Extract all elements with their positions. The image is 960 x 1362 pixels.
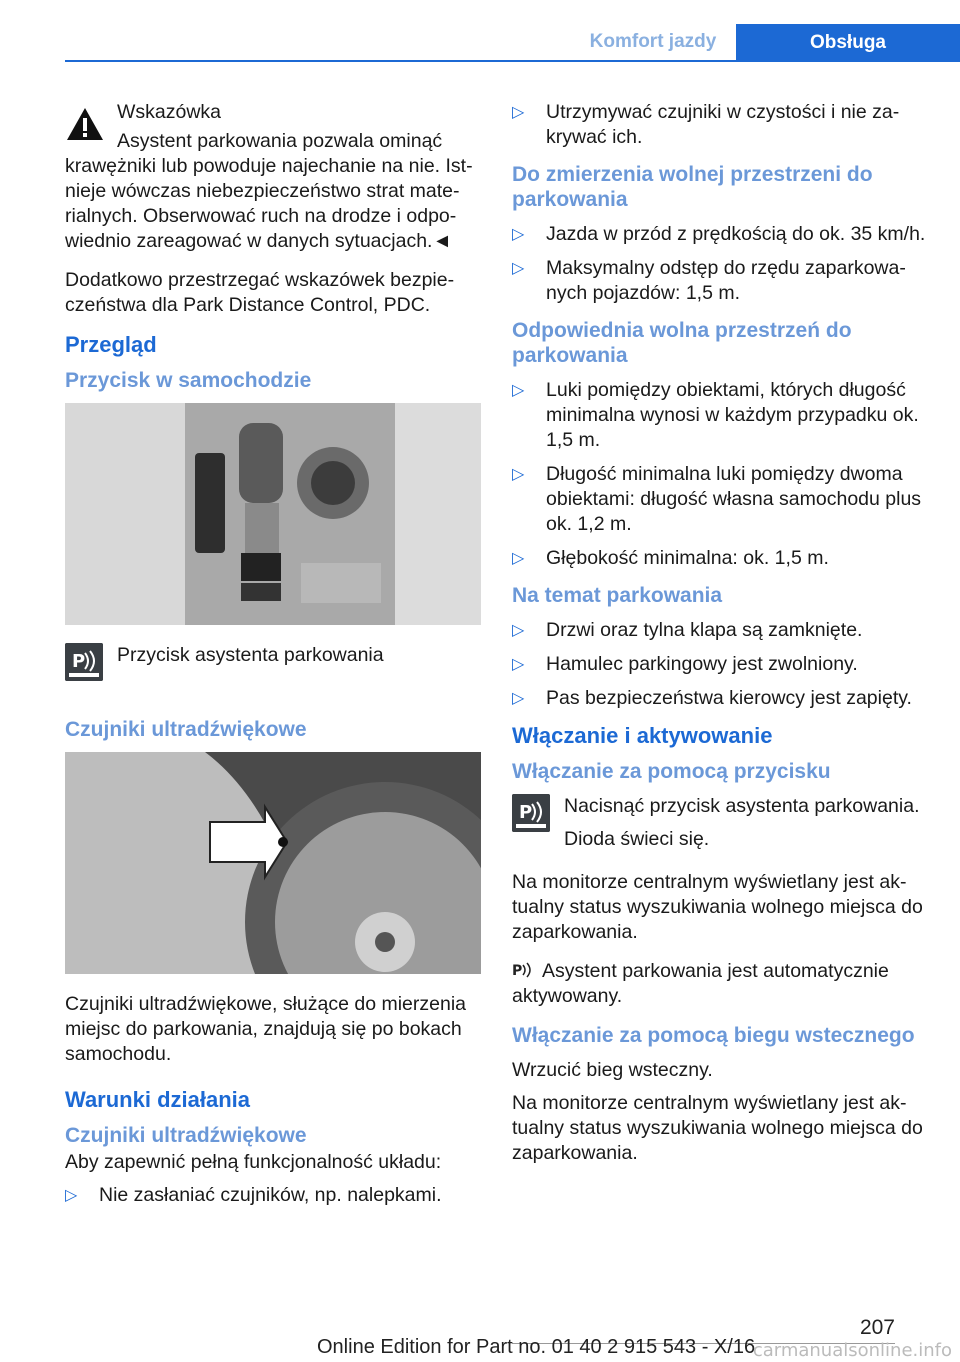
heading-switch-on: Włączanie i aktywowanie	[512, 723, 773, 748]
led-status: Dioda świeci się.	[564, 828, 710, 850]
warning-block	[65, 100, 483, 254]
bullet-icon: ▷	[512, 466, 525, 483]
heading-switch-button: Włączanie za pomocą przycisku	[512, 760, 831, 783]
switch-button-instruction: Nacisnąć przycisk asystenta parkowania.	[564, 795, 920, 817]
sensors-description: Czujniki ultradźwiękowe, służące do mierzenia miejsc do parkowania, znajdują się po bokach samochodu.	[65, 993, 467, 1065]
page-number: 207	[859, 1316, 895, 1339]
svg-text:P: P	[519, 802, 533, 823]
bullet-icon: ▷	[65, 1187, 78, 1204]
bullet-icon: ▷	[512, 550, 525, 567]
list-item: ▷ Jazda w przód z prędkością do ok. 35 km/h.	[512, 223, 926, 245]
conditions-intro: Aby zapewnić pełną funkcjonalność układu:	[65, 1151, 442, 1173]
bullet-icon: ▷	[512, 260, 525, 277]
heading-measure: Do zmierzenia wolnej przestrzeni do parkowania	[512, 163, 873, 211]
bullet-icon: ▷	[512, 622, 525, 639]
space-list	[512, 378, 930, 571]
reverse-instruction: Wrzucić bieg wsteczny.	[512, 1059, 713, 1081]
bullet-icon: ▷	[512, 226, 525, 243]
edition-text: Online Edition for Part no. 01 40 2 915 543 - X/16	[317, 1336, 756, 1358]
safety-note: Dodatkowo przestrzegać wskazówek bezpie-czeństwa dla Park Distance Control, PDC.	[65, 269, 455, 316]
measure-list	[512, 222, 930, 306]
center-console-photo	[65, 403, 481, 625]
button-caption: Przycisk asystenta parkowania	[117, 644, 384, 666]
bullet-icon: ▷	[512, 104, 525, 121]
bullet-icon: ▷	[512, 382, 525, 399]
button-caption-row	[65, 643, 483, 687]
warning-triangle-icon	[65, 106, 105, 142]
warning-text: krawężniki lub powoduje najechanie na nie. Ist-nieje wówczas niebezpieczeństwo strat mate-rialnych. Obserwować ruch na drodze i odpo-wiednio zareagować w danych sytuacjach.◄	[65, 155, 473, 252]
bullet-icon: ▷	[512, 656, 525, 673]
warning-text-first-line: Asystent parkowania pozwala ominąć	[117, 130, 443, 152]
top-list	[512, 100, 930, 150]
parking-assistant-small-icon	[512, 959, 534, 981]
list-item: ▷ Pas bezpieczeństwa kierowcy jest zapięty.	[512, 687, 912, 709]
bullet-icon: ▷	[512, 690, 525, 707]
auto-activated-text: P Asystent parkowania jest automatycznie aktywowany.	[512, 960, 889, 1007]
parking-assistant-icon	[65, 643, 103, 681]
conditions-list	[65, 1183, 483, 1208]
monitor-status-text: Na monitorze centralnym wyświetlany jest ak-tualny status wyszukiwania wolnego miejsca do zaparkowania.	[512, 871, 923, 943]
list-item: ▷ Maksymalny odstęp do rzędu zaparkowa-nych pojazdów: 1,5 m.	[512, 257, 906, 304]
list-item: ▷ Drzwi oraz tylna klapa są zamknięte.	[512, 619, 863, 641]
list-item: ▷ Hamulec parkingowy jest zwolniony.	[512, 653, 858, 675]
list-item: ▷ Długość minimalna luki pomiędzy dwoma obiektami: długość własna samochodu plus ok. 1,2 m.	[512, 463, 922, 535]
right-column	[512, 100, 930, 1180]
list-item: ▷ Nie zasłaniać czujników, np. nalepkami.	[65, 1184, 442, 1206]
header-divider	[65, 60, 960, 62]
heading-conditions: Warunki działania	[65, 1087, 251, 1112]
sensor-wheel-photo	[65, 752, 481, 974]
svg-text:P: P	[72, 651, 86, 672]
heading-button-in-car: Przycisk w samochodzie	[65, 369, 312, 392]
parking-list	[512, 618, 930, 711]
monitor-status-text-2: Na monitorze centralnym wyświetlany jest ak-tualny status wyszukiwania wolnego miejsca do zaparkowania.	[512, 1092, 923, 1164]
tab-obsluga[interactable]: Obsługa	[736, 24, 960, 62]
heading-space: Odpowiednia wolna przestrzeń do parkowania	[512, 319, 852, 367]
left-column	[65, 100, 483, 1220]
list-item: ▷ Głębokość minimalna: ok. 1,5 m.	[512, 547, 829, 569]
list-item: ▷ Luki pomiędzy obiektami, których długość minimalna wynosi w każdym przypadku ok. 1,5 m.	[512, 379, 919, 451]
switch-button-row	[512, 794, 930, 852]
tab-komfort-jazdy[interactable]: Komfort jazdy	[589, 31, 717, 52]
parking-assistant-icon	[512, 794, 550, 832]
heading-sensors: Czujniki ultradźwiękowe	[65, 718, 307, 741]
list-item: ▷ Utrzymywać czujniki w czystości i nie za-krywać ich.	[512, 101, 900, 148]
heading-sensors-conditions: Czujniki ultradźwiękowe	[65, 1124, 307, 1147]
heading-overview: Przegląd	[65, 332, 157, 357]
warning-title: Wskazówka	[117, 101, 222, 123]
heading-reverse: Włączanie za pomocą biegu wstecznego	[512, 1024, 915, 1047]
svg-text:P: P	[512, 963, 523, 979]
watermark: carmanualsonline.info	[752, 1340, 952, 1361]
heading-parking: Na temat parkowania	[512, 584, 723, 607]
